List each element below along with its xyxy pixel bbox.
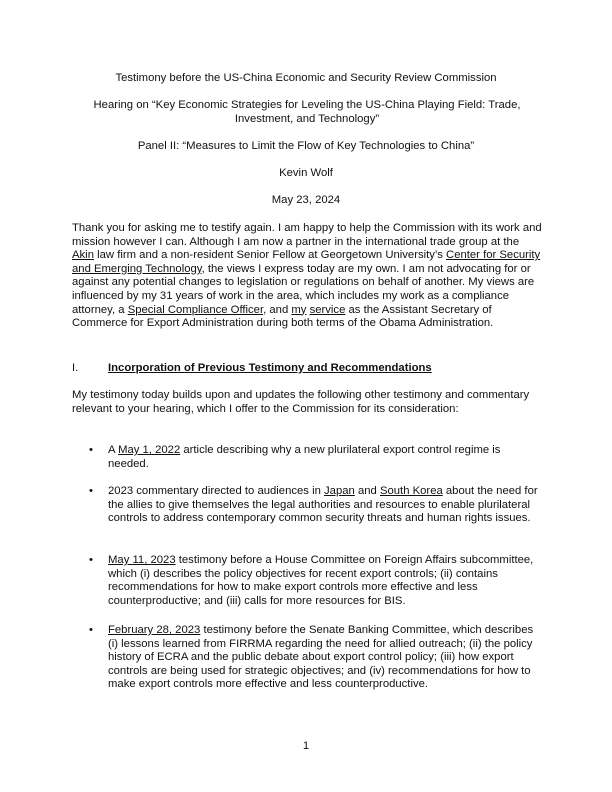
intro-paragraph [72, 222, 542, 331]
bullet-icon: • [89, 624, 93, 636]
special-compliance-officer-link[interactable]: Special Compliance Officer [127, 303, 264, 316]
intro-text: , the views I express today are my own. I am not advocating for or against any potential changes to legislation or regulations on behalf of another. My views are influenced by my 31 years of work in the area, which includes my work as a compliance attorney, a [72, 262, 535, 316]
cset-link[interactable]: Center for Security and Emerging Technology [72, 249, 541, 275]
intro-text: as the Assistant Secretary of Commerce for Export Administration during both terms of the Obama Administration. [72, 303, 494, 330]
bullet-icon: • [89, 444, 93, 456]
feb-2023-testimony-link[interactable]: February 28, 2023 [108, 624, 201, 636]
bullet-text: 2023 commentary directed to audiences in [108, 485, 325, 497]
bullet-text: A [108, 444, 119, 456]
panel-title: Panel II: “Measures to Limit the Flow of Key Technologies to China” [137, 140, 475, 152]
list-item [90, 444, 542, 471]
testimony-date: May 23, 2024 [271, 194, 341, 206]
akin-link[interactable]: Akin [72, 249, 94, 262]
service-link[interactable]: service [309, 303, 346, 316]
south-korea-link[interactable]: South Korea [379, 485, 443, 497]
my-link[interactable]: my [291, 303, 307, 316]
bullet-text: testimony before the Senate Banking Committee, which describes (i) lessons learned from FIRRMA regarding the need for allied outreach; (ii) the policy history of ECRA and the public debate about export control policy; (iii) how export controls are being used for strategic objectives; and (iv) recommendations for how to make export controls more effective and less counterproductive. [108, 624, 534, 691]
may-2022-article-link[interactable]: May 1, 2022 [118, 444, 181, 456]
section-number: I. [72, 362, 79, 374]
bullet-text: article describing why a new plurilateral export control regime is needed. [108, 444, 501, 470]
intro-text: Thank you for asking me to testify again. I am happy to help the Commission with its work and mission however I can. Although I am now a partner in the international trade group at the [72, 222, 542, 248]
bullet-text: and [354, 485, 380, 497]
intro-text: , and [263, 303, 292, 316]
list-item [90, 554, 542, 608]
testimony-title: Testimony before the US-China Economic and Security Review Commission [115, 72, 497, 84]
may-2023-testimony-link[interactable]: May 11, 2023 [108, 554, 176, 566]
list-item [90, 485, 542, 526]
author-name: Kevin Wolf [279, 167, 333, 179]
section-title: Incorporation of Previous Testimony and Recommendations [108, 362, 432, 374]
hearing-title: Hearing on “Key Economic Strategies for Leveling the US-China Playing Field: Trade, Investment, and Technology” [93, 99, 521, 125]
section-lead-paragraph: My testimony today builds upon and updates the following other testimony and commentary relevant to your hearing, which I offer to the Commission for its consideration: [72, 389, 530, 415]
japan-link[interactable]: Japan [324, 485, 355, 497]
bullet-text: about the need for the allies to give themselves the legal authorities and resources to enable plurilateral controls to address contemporary common security threats and human rights issues. [108, 485, 538, 525]
bullet-text: testimony before a House Committee on Foreign Affairs subcommittee, which (i) describes the policy objectives for recent export controls; (ii) contains recommendations for how to make export controls more effective and less counterproductive; and (iii) calls for more resources for BIS. [108, 554, 534, 607]
list-item [90, 624, 542, 692]
bullet-icon: • [89, 485, 93, 497]
page-number: 1 [302, 740, 310, 752]
bullet-icon: • [89, 554, 93, 566]
intro-text: law firm and a non-resident Senior Fellow at Georgetown University’s [93, 249, 447, 262]
